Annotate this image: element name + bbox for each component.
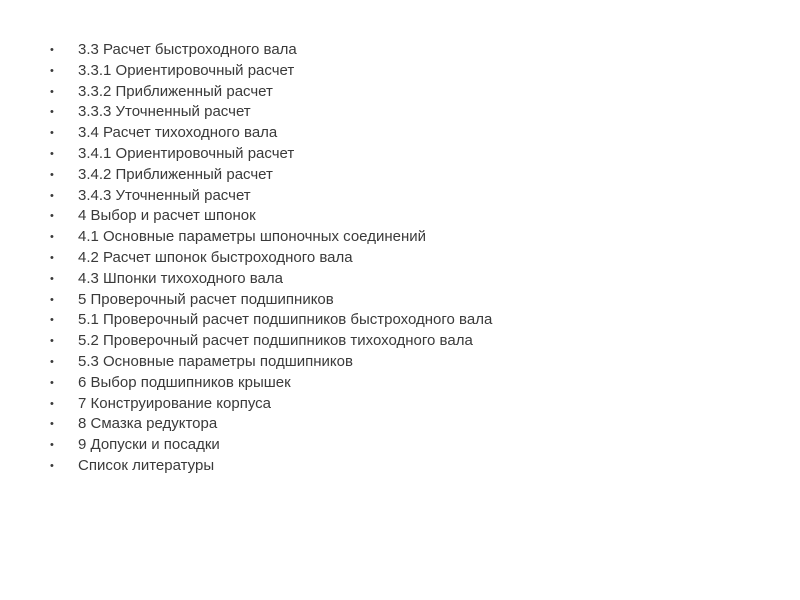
list-item-text: 5.3 Основные параметры подшипников bbox=[78, 352, 353, 370]
list-item-text: 4.3 Шпонки тихоходного вала bbox=[78, 269, 283, 287]
list-item bbox=[50, 61, 770, 82]
list-item bbox=[50, 82, 770, 103]
bullet-icon: • bbox=[50, 106, 54, 119]
list-item-text: 3.3.2 Приближенный расчет bbox=[78, 82, 273, 100]
bullet-icon: • bbox=[50, 397, 54, 410]
list-item-text: 3.4 Расчет тихоходного вала bbox=[78, 124, 278, 142]
bullet-icon: • bbox=[50, 85, 54, 98]
list-item-text: 9 Допуски и посадки bbox=[78, 436, 220, 454]
list-item bbox=[50, 310, 770, 331]
list-item-text: 3.3.3 Уточненный расчет bbox=[78, 103, 251, 121]
bullet-icon: • bbox=[50, 418, 54, 431]
list-item-text: 3.4.2 Приближенный расчет bbox=[78, 165, 273, 183]
list-item-text: Список литературы bbox=[78, 456, 215, 474]
bullet-icon: • bbox=[50, 272, 54, 285]
list-item-text: 4.2 Расчет шпонок быстроходного вала bbox=[78, 248, 353, 266]
list-item-text: 6 Выбор подшипников крышек bbox=[78, 373, 291, 391]
list-item bbox=[50, 206, 770, 227]
bullet-icon: • bbox=[50, 210, 54, 223]
bullet-icon: • bbox=[50, 189, 54, 202]
list-item-text: 7 Конструирование корпуса bbox=[78, 394, 272, 412]
list-item-text: 3.3 Расчет быстроходного вала bbox=[78, 41, 297, 58]
list-item bbox=[50, 269, 770, 290]
bullet-icon: • bbox=[50, 168, 54, 181]
bullet-icon: • bbox=[50, 64, 54, 77]
list-item bbox=[50, 165, 770, 186]
list-item bbox=[50, 456, 770, 477]
bullet-icon: • bbox=[50, 231, 54, 244]
list-item bbox=[50, 248, 770, 269]
list-item bbox=[50, 290, 770, 311]
table-of-contents-list bbox=[50, 40, 770, 477]
list-item bbox=[50, 352, 770, 373]
list-item bbox=[50, 186, 770, 207]
bullet-icon: • bbox=[50, 127, 54, 140]
list-item bbox=[50, 435, 770, 456]
list-item-text: 3.3.1 Ориентировочный расчет bbox=[78, 61, 295, 79]
list-item bbox=[50, 144, 770, 165]
list-item bbox=[50, 331, 770, 352]
bullet-icon: • bbox=[50, 293, 54, 306]
bullet-icon: • bbox=[50, 355, 54, 368]
bullet-icon: • bbox=[50, 439, 54, 452]
bullet-icon: • bbox=[50, 147, 54, 160]
bullet-icon: • bbox=[50, 44, 54, 56]
list-item-text: 4.1 Основные параметры шпоночных соединений bbox=[78, 228, 426, 246]
list-item bbox=[50, 40, 770, 61]
bullet-icon: • bbox=[50, 459, 54, 472]
list-item bbox=[50, 373, 770, 394]
list-item bbox=[50, 227, 770, 248]
list-item-text: 4 Выбор и расчет шпонок bbox=[78, 207, 256, 225]
list-item bbox=[50, 102, 770, 123]
bullet-icon: • bbox=[50, 314, 54, 327]
list-item bbox=[50, 414, 770, 435]
bullet-icon: • bbox=[50, 335, 54, 348]
list-item-text: 8 Смазка редуктора bbox=[78, 415, 218, 433]
list-item-text: 3.4.1 Ориентировочный расчет bbox=[78, 144, 295, 162]
list-item bbox=[50, 394, 770, 415]
list-item-text: 5.2 Проверочный расчет подшипников тихоходного вала bbox=[78, 332, 473, 350]
bullet-icon: • bbox=[50, 251, 54, 264]
list-item-text: 5.1 Проверочный расчет подшипников быстроходного вала bbox=[78, 311, 493, 329]
list-item-text: 3.4.3 Уточненный расчет bbox=[78, 186, 251, 204]
list-item-text: 5 Проверочный расчет подшипников bbox=[78, 290, 334, 308]
list-item bbox=[50, 123, 770, 144]
bullet-icon: • bbox=[50, 376, 54, 389]
